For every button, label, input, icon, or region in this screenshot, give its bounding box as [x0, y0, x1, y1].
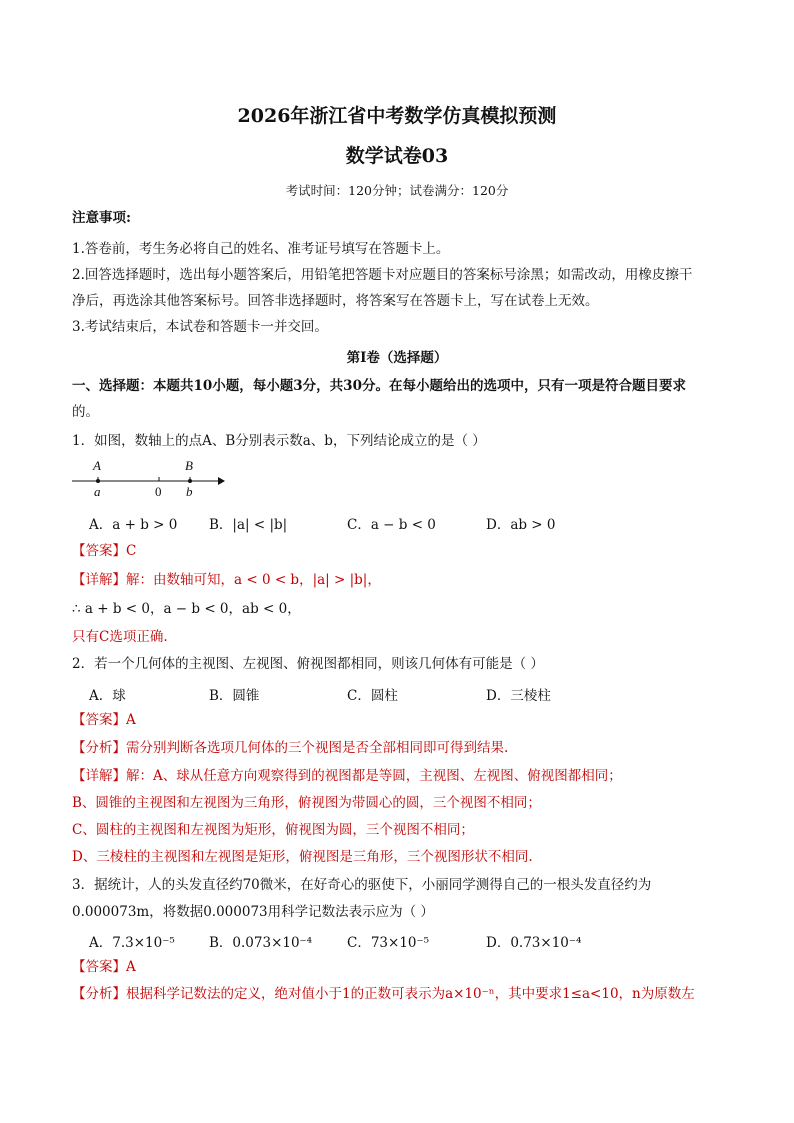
q1-option-a: A．a + b > 0	[89, 517, 178, 533]
q3-option-b: B．0.073×10⁻⁴	[209, 935, 313, 951]
detail-tag: 【详解】	[72, 768, 126, 784]
section-title: 第I卷（选择题）	[346, 350, 448, 366]
q1-number-line	[68, 457, 228, 499]
q1-option-c: C．a − b < 0	[347, 517, 436, 533]
answer-tag: 【答案】	[72, 543, 126, 559]
q2-stem: 2．若一个几何体的主视图、左视图、俯视图都相同，则该几何体有可能是（ ）	[72, 656, 544, 672]
q2-option-b: B．圆锥	[209, 688, 260, 704]
q3-stem: 3．据统计，人的头发直径约70微米，在好奇心的驱使下，小丽同学测得自己的一根头发直径约为	[72, 877, 652, 893]
notice-heading: 注意事项:	[72, 210, 131, 226]
q1-option-b: B．|a| < |b|	[209, 517, 288, 533]
notice-item-1: 1.答卷前，考生务必将自己的姓名、准考证号填写在答题卡上。	[72, 241, 450, 257]
q2-detail	[72, 768, 622, 784]
number-line-arrow	[218, 477, 225, 485]
label-B: B	[185, 458, 193, 473]
answer-value: C	[126, 543, 137, 559]
q3-analysis	[72, 986, 695, 1002]
q1-answer	[72, 543, 136, 559]
analysis-text: 根据科学记数法的定义，绝对值小于1的正数可表示为a×10⁻ⁿ，其中要求1≤a<10，n为原数左	[126, 986, 695, 1002]
q3-answer	[72, 959, 136, 975]
detail-tag: 【详解】	[72, 572, 126, 588]
q1-stem: 1．如图，数轴上的点A、B分别表示数a、b，下列结论成立的是（ ）	[72, 433, 486, 449]
answer-value: A	[126, 959, 136, 975]
analysis-tag: 【分析】	[72, 740, 126, 756]
answer-tag: 【答案】	[72, 959, 126, 975]
analysis-text: 需分别判断各选项几何体的三个视图是否全部相同即可得到结果.	[126, 740, 509, 756]
q2-option-a: A．球	[89, 688, 126, 704]
exam-title: 2026年浙江省中考数学仿真模拟预测	[237, 105, 557, 127]
point-b	[188, 479, 192, 483]
detail-text: 解：由数轴可知，a < 0 < b，|a| > |b|，	[126, 572, 381, 588]
q3-stem-line2: 0.000073m，将数据0.000073用科学记数法表示应为（ ）	[72, 904, 434, 920]
q1-detail-line3: 只有C选项正确.	[72, 629, 168, 645]
section-intro-text: 一、选择题：本题共10小题，每小题3分，共30分。在每小题给出的选项中，只有一项是符合题目要求	[72, 378, 686, 394]
analysis-tag: 【分析】	[72, 986, 126, 1002]
label-b: b	[186, 484, 193, 499]
answer-tag: 【答案】	[72, 712, 126, 728]
q1-option-d: D．ab > 0	[486, 517, 556, 533]
q3-option-c: C．73×10⁻⁵	[347, 935, 430, 951]
label-A: A	[93, 458, 101, 473]
q2-detail-line2: B、圆锥的主视图和左视图为三角形，俯视图为带圆心的圆，三个视图不相同；	[72, 795, 541, 811]
section-intro-cont: 的。	[72, 404, 99, 420]
q2-option-c: C．圆柱	[347, 688, 398, 704]
q3-option-d: D．0.73×10⁻⁴	[486, 935, 582, 951]
notice-item-2: 2.回答选择题时，选出每小题答案后，用铅笔把答题卡对应题目的答案标号涂黑；如需改动，用橡皮擦干	[72, 267, 693, 283]
q2-detail-line4: D、三棱柱的主视图和左视图是矩形，俯视图是三角形，三个视图形状不相同.	[72, 849, 533, 865]
section-intro	[72, 378, 686, 394]
notice-item-3: 3.考试结束后，本试卷和答题卡一并交回。	[72, 319, 328, 335]
exam-subtitle: 数学试卷03	[345, 145, 449, 167]
q1-detail-line2: ∴ a + b < 0，a − b < 0，ab < 0，	[72, 601, 301, 617]
label-zero: 0	[155, 484, 162, 499]
answer-value: A	[126, 712, 136, 728]
q2-analysis	[72, 740, 508, 756]
point-a	[96, 479, 100, 483]
q3-option-a: A．7.3×10⁻⁵	[89, 935, 175, 951]
q1-detail	[72, 572, 381, 588]
exam-info: 考试时间：120分钟；试卷满分：120分	[285, 183, 509, 198]
detail-text: 解：A、球从任意方向观察得到的视图都是等圆，主视图、左视图、俯视图都相同；	[126, 768, 622, 784]
q2-option-d: D．三棱柱	[486, 688, 551, 704]
label-a: a	[94, 484, 101, 499]
notice-item-2-cont: 净后，再选涂其他答案标号。回答非选择题时，将答案写在答题卡上，写在试卷上无效。	[72, 293, 599, 309]
q2-detail-line3: C、圆柱的主视图和左视图为矩形，俯视图为圆，三个视图不相同；	[72, 822, 474, 838]
q2-answer	[72, 712, 136, 728]
